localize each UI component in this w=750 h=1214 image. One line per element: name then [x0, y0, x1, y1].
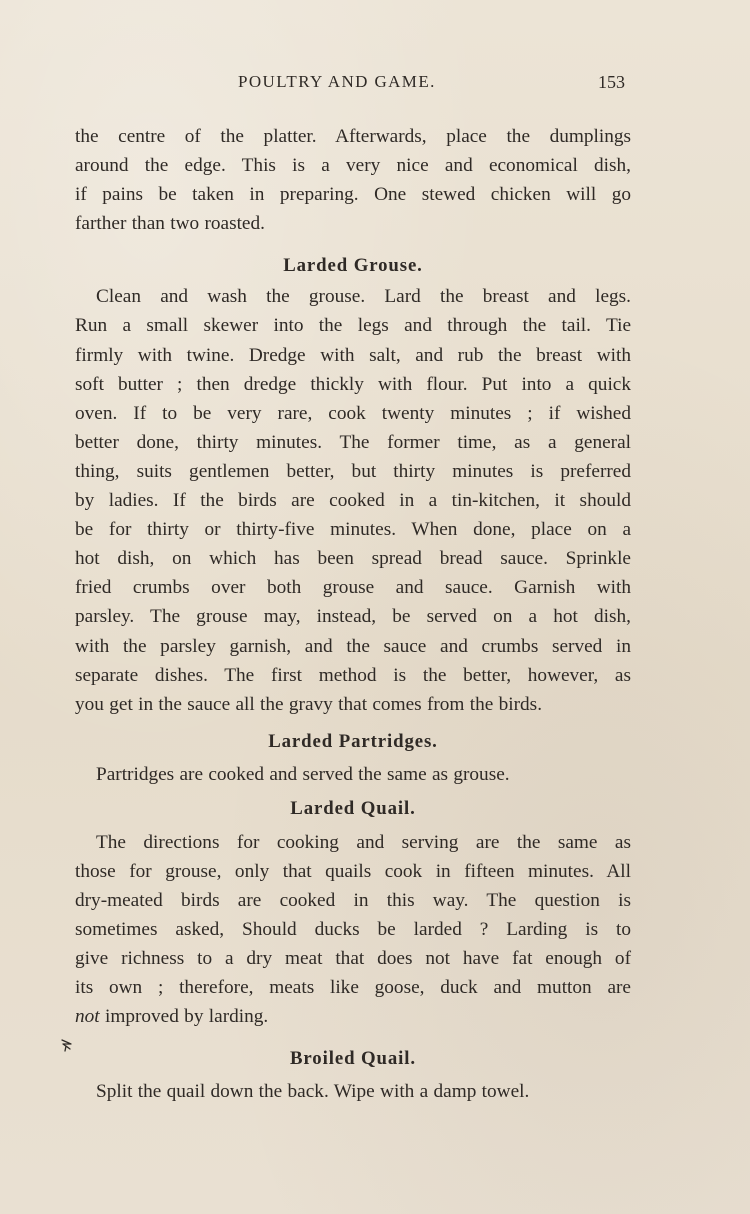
larded-grouse-line-2: Run a small skewer into the legs and through the tail. Tie: [75, 315, 631, 337]
larded-partridges-heading: Larded Partridges.: [268, 730, 438, 752]
larded-quail-line-7-tail: improved by larding.: [99, 1006, 269, 1028]
larded-quail-line-3: dry-meated birds are cooked in this way. The question is: [75, 890, 631, 912]
larded-grouse-paragraph: [75, 282, 631, 718]
broiled-quail-heading: Broiled Quail.: [289, 1047, 416, 1069]
emphasis-not: not: [75, 1006, 100, 1028]
larded-quail-heading: Larded Quail.: [290, 797, 416, 819]
larded-partridges-line-1: Partridges are cooked and served the same as grouse.: [96, 763, 510, 785]
larded-grouse-line-11: fried crumbs over both grouse and sauce. Garnish with: [75, 577, 631, 599]
larded-quail-line-2: those for grouse, only that quails cook in fifteen minutes. All: [75, 860, 631, 882]
larded-grouse-heading: Larded Grouse.: [283, 255, 423, 277]
larded-grouse-line-14: separate dishes. The first method is the better, however, as: [75, 664, 631, 686]
ink-mark-icon: [60, 1038, 73, 1052]
larded-grouse-line-12: parsley. The grouse may, instead, be served on a hot dish,: [75, 606, 631, 628]
larded-grouse-line-7: thing, suits gentlemen better, but thirty minutes is preferred: [75, 460, 631, 482]
larded-quail-line-1: The directions for cooking and serving are the same as: [96, 831, 631, 853]
larded-quail-line-4: sometimes asked, Should ducks be larded ? Larding is to: [75, 919, 631, 941]
larded-grouse-line-15: you get in the sauce all the gravy that comes from the birds.: [75, 693, 543, 715]
larded-grouse-line-6: better done, thirty minutes. The former time, as a general: [75, 431, 631, 453]
intro-line-2: around the edge. This is a very nice and economical dish,: [75, 155, 631, 177]
larded-grouse-line-10: hot dish, on which has been spread bread sauce. Sprinkle: [75, 548, 631, 570]
larded-partridges-paragraph: [75, 760, 631, 789]
intro-paragraph: [75, 122, 631, 238]
larded-grouse-line-4: soft butter ; then dredge thickly with flour. Put into a quick: [75, 373, 631, 395]
larded-grouse-line-1: Clean and wash the grouse. Lard the breast and legs.: [96, 286, 631, 308]
broiled-quail-paragraph: [75, 1077, 631, 1106]
page-number: 153: [598, 72, 625, 92]
larded-grouse-line-3: firmly with twine. Dredge with salt, and rub the breast with: [75, 344, 631, 366]
larded-grouse-line-13: with the parsley garnish, and the sauce and crumbs served in: [75, 635, 631, 657]
larded-quail-paragraph: [75, 828, 631, 1032]
larded-grouse-line-8: by ladies. If the birds are cooked in a tin-kitchen, it should: [75, 490, 631, 512]
running-head: POULTRY AND GAME.: [238, 72, 436, 91]
page-content: [75, 122, 631, 1106]
broiled-quail-line-1: Split the quail down the back. Wipe with a damp towel.: [96, 1080, 530, 1102]
larded-quail-line-5: give richness to a dry meat that does not have fat enough of: [75, 948, 631, 970]
larded-grouse-line-9: be for thirty or thirty-five minutes. When done, place on a: [75, 519, 631, 541]
intro-line-1: the centre of the platter. Afterwards, place the dumplings: [75, 126, 631, 147]
larded-quail-line-7: [75, 1002, 631, 1031]
intro-line-4: farther than two roasted.: [75, 213, 265, 235]
larded-quail-line-6: its own ; therefore, meats like goose, duck and mutton are: [75, 977, 631, 999]
larded-grouse-line-5: oven. If to be very rare, cook twenty minutes ; if wished: [75, 402, 631, 424]
intro-line-3: if pains be taken in preparing. One stewed chicken will go: [75, 184, 631, 206]
page-header: [0, 72, 750, 98]
